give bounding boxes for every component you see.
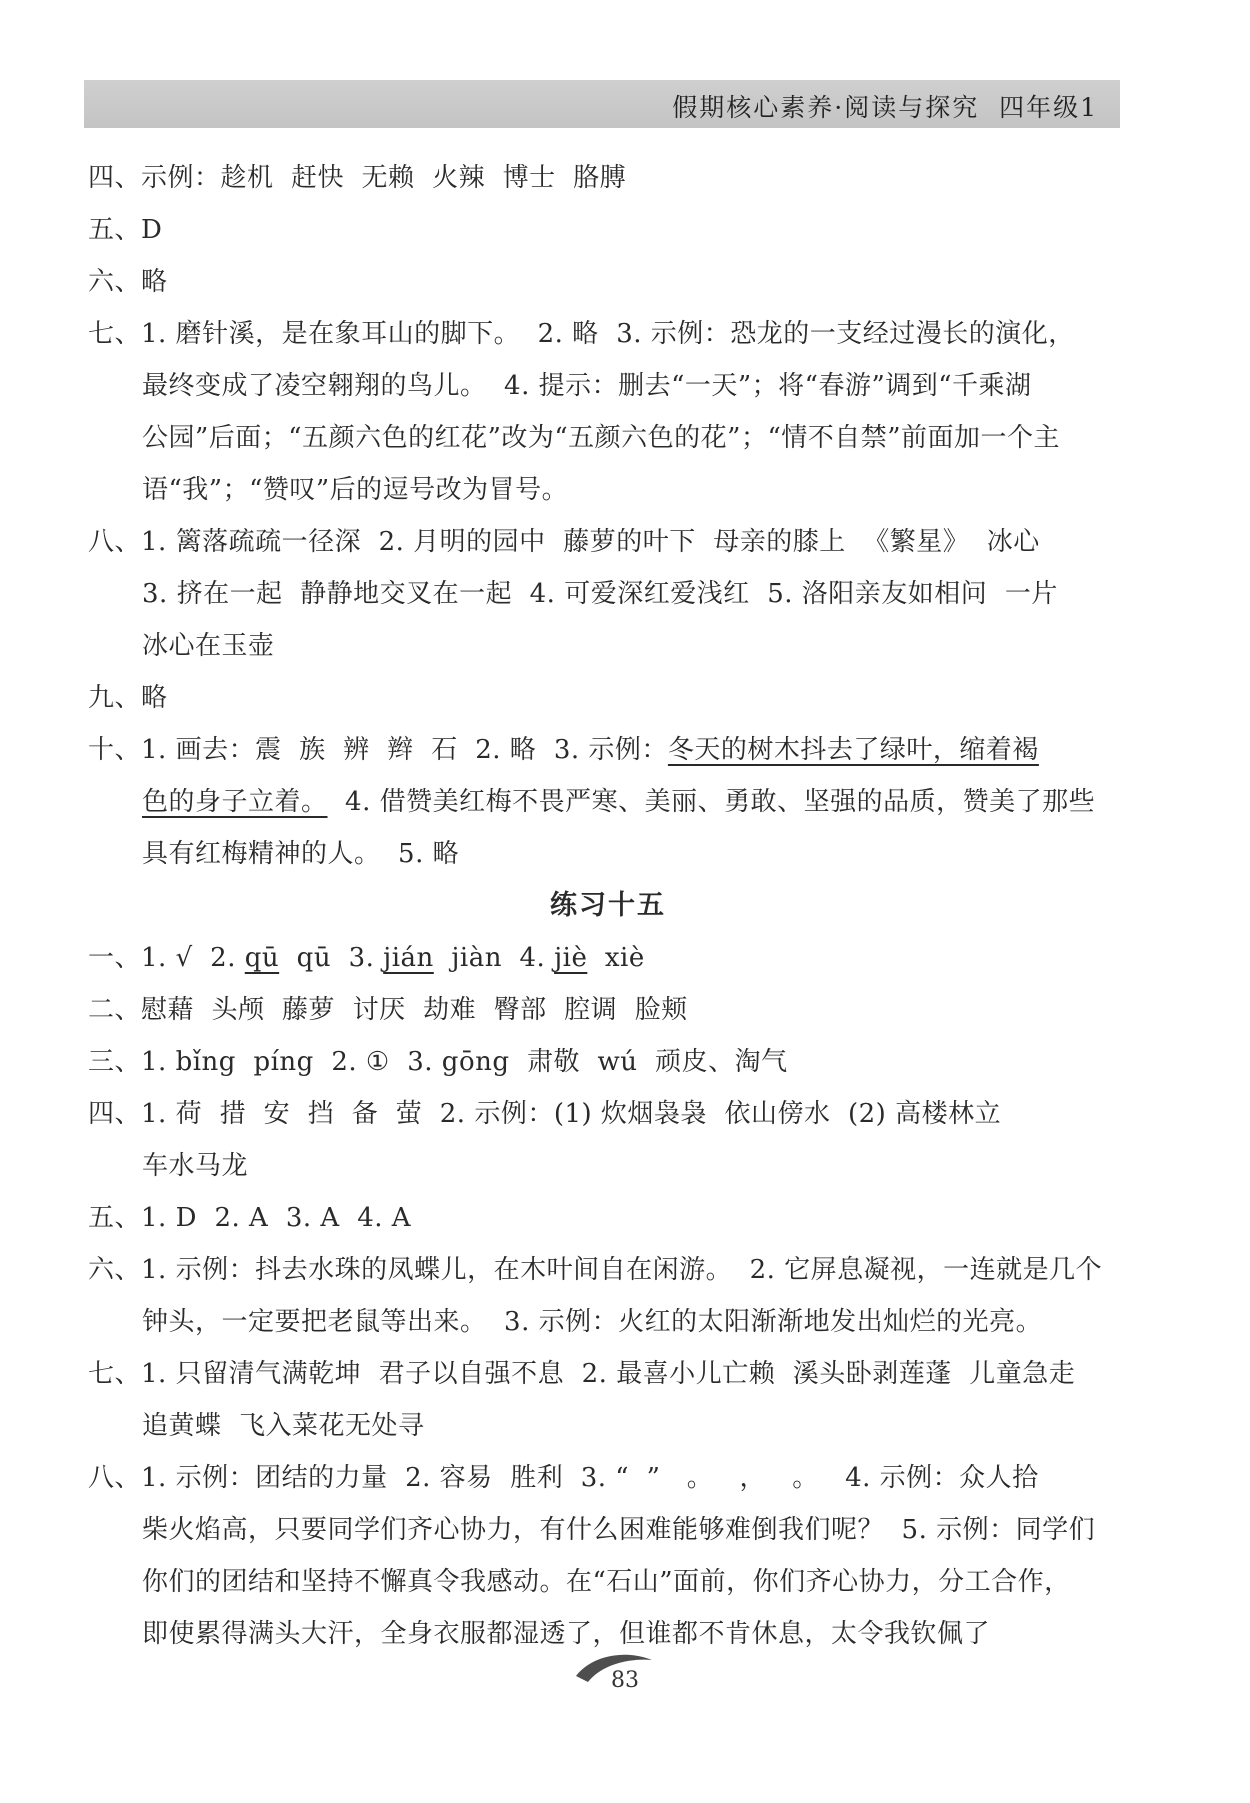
answer-line-4: 最终变成了凌空翱翔的鸟儿。 4. 提示：删去“一天”；将“春游”调到“千乘湖 — [142, 371, 1032, 401]
answer-line-15-11: 你们的团结和坚持不懈真令我感动。在“石山”面前，你们齐心协力，分工合作， — [142, 1567, 1071, 1597]
answer-line-15-4: 五、1. D 2. A 3. A 4. A — [88, 1203, 412, 1233]
answer-line-15-9: 八、1. 示例：团结的力量 2. 容易 胜利 3. “ ” 。 ， 。 4. 示例：众人拾 — [88, 1463, 1039, 1493]
answer-line-1: 五、D — [88, 215, 163, 245]
answer-line-15-2: 四、1. 荷 措 安 挡 备 萤 2. 示例：(1) 炊烟袅袅 依山傍水 (2) 高楼林立 — [88, 1099, 1002, 1129]
answer-ten-prefix: 十、1. 画去：震 族 辨 辫 石 2. 略 3. 示例： — [88, 735, 668, 765]
answers-previous-exercise — [88, 152, 1128, 724]
answer-line-6: 语“我”；“赞叹”后的逗号改为冒号。 — [142, 475, 569, 505]
answer-line-ten-3: 具有红梅精神的人。 5. 略 — [142, 839, 460, 869]
answer-line-2: 六、略 — [88, 267, 168, 297]
page-number: 83 — [611, 1668, 639, 1693]
answer-line-3: 七、1. 磨针溪，是在象耳山的脚下。 2. 略 3. 示例：恐龙的一支经过漫长的演化， — [88, 319, 1075, 349]
pinyin-underlined-2: jián — [383, 943, 434, 973]
answer-line-15-1: 三、1. bǐng píng 2. ① 3. gōng 肃敬 wú 顽皮、淘气 — [88, 1047, 788, 1077]
answer-line-15-0: 二、慰藉 头颅 藤萝 讨厌 劫难 臀部 腔调 脸颊 — [88, 995, 688, 1025]
answer-line-9: 冰心在玉壶 — [142, 631, 275, 661]
answer-line-15-8: 追黄蝶 飞入菜花无处寻 — [142, 1411, 425, 1441]
header-bar — [84, 80, 1120, 128]
answer-line-0: 四、示例：趁机 赶快 无赖 火辣 博士 胳膊 — [88, 163, 627, 193]
answer-line-ten — [88, 724, 1128, 776]
section-title: 练习十五 — [550, 890, 666, 921]
answer-line-15-12: 即使累得满头大汗，全身衣服都湿透了，但谁都不肯休息，太令我钦佩了 — [142, 1619, 991, 1649]
pinyin-underlined-1: qū — [244, 943, 280, 973]
answer-line-one — [88, 932, 1128, 984]
answer-one-mid-1: qū 3. — [279, 943, 384, 973]
answer-line-5: 公园”后面；“五颜六色的红花”改为“五颜六色的花”；“情不自禁”前面加一个主 — [142, 423, 1061, 453]
answer-ten-underlined-2: 色的身子立着。 — [142, 787, 328, 817]
answer-one-suffix: xiè — [587, 943, 645, 973]
answer-line-8: 3. 挤在一起 静静地交叉在一起 4. 可爱深红爱浅红 5. 洛阳亲友如相问 一片 — [142, 579, 1058, 609]
answer-one-mid-2: jiàn 4. — [433, 943, 555, 973]
answer-content — [88, 152, 1128, 1660]
header-title: 假期核心素养·阅读与探究 四年级1 — [672, 93, 1098, 122]
answer-line-15-6: 钟头，一定要把老鼠等出来。 3. 示例：火红的太阳渐渐地发出灿烂的光亮。 — [142, 1307, 1043, 1337]
answers-exercise-fifteen — [88, 984, 1128, 1660]
answer-ten-underlined: 冬天的树木抖去了绿叶，缩着褐 — [667, 735, 1039, 765]
answer-ten-rest: 4. 借赞美红梅不畏严寒、美丽、勇敢、坚强的品质，赞美了那些 — [327, 787, 1096, 817]
answer-line-15-3: 车水马龙 — [142, 1151, 249, 1181]
answer-line-7: 八、1. 篱落疏疏一径深 2. 月明的园中 藤萝的叶下 母亲的膝上 《繁星》 冰心 — [88, 527, 1040, 557]
answer-line-ten-2 — [88, 776, 1128, 828]
answer-one-prefix: 一、1. √ 2. — [88, 943, 245, 973]
pinyin-underlined-3: jiè — [554, 943, 588, 973]
answer-line-15-10: 柴火焰高，只要同学们齐心协力，有什么困难能够难倒我们呢？ 5. 示例：同学们 — [142, 1515, 1096, 1545]
answer-line-15-7: 七、1. 只留清气满乾坤 君子以自强不息 2. 最喜小儿亡赖 溪头卧剥莲蓬 儿童急走 — [88, 1359, 1076, 1389]
answer-line-10: 九、略 — [88, 683, 168, 713]
answer-line-15-5: 六、1. 示例：抖去水珠的凤蝶儿，在木叶间自在闲游。 2. 它屏息凝视，一连就是几个 — [88, 1255, 1103, 1285]
